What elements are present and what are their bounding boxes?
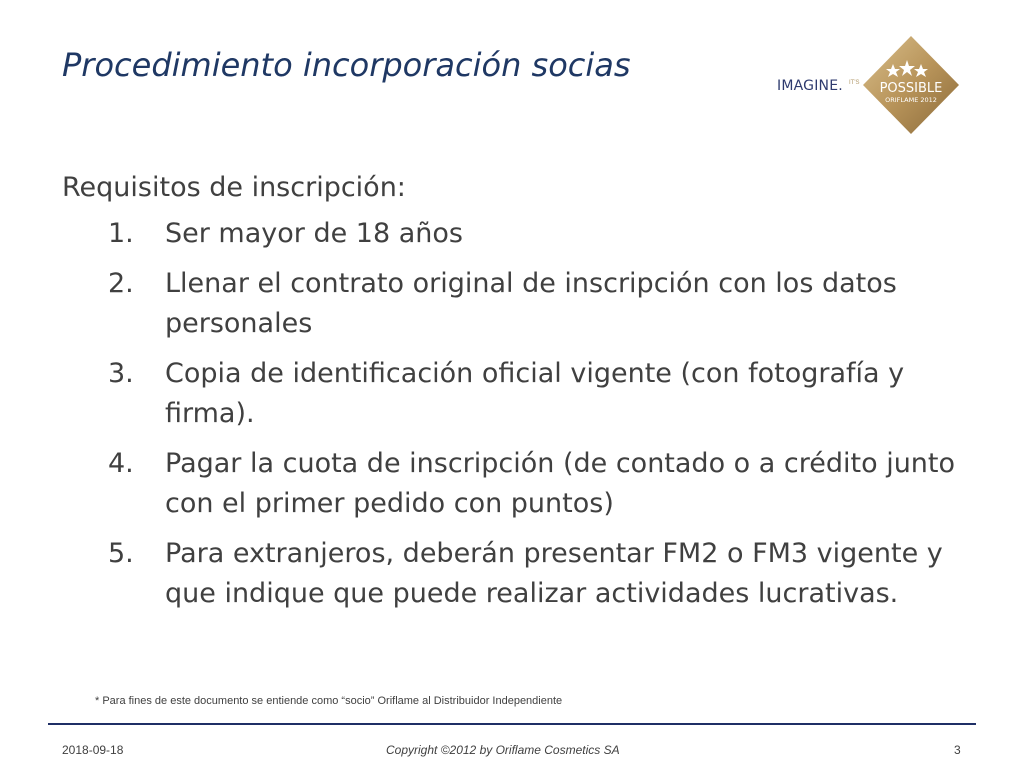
slide-title: Procedimiento incorporación socias xyxy=(62,46,631,84)
list-item-text: Para extranjeros, deberán presentar FM2 o FM3 vigente y que indique que puede realizar actividades lucrativas. xyxy=(165,538,943,609)
requirements-section xyxy=(62,168,962,624)
requirements-list xyxy=(62,214,962,614)
list-item xyxy=(62,214,962,254)
page-number: 3 xyxy=(954,743,961,757)
list-item-number: 2. xyxy=(108,268,134,299)
footer-divider xyxy=(48,723,976,725)
oriflame-logo xyxy=(775,36,960,136)
footer-copyright: Copyright ©2012 by Oriflame Cosmetics SA xyxy=(386,743,620,757)
list-item-text: Pagar la cuota de inscripción (de contado o a crédito junto con el primer pedido con puntos) xyxy=(165,448,956,519)
possible-diamond-emblem xyxy=(863,36,959,134)
logo-year-text: ORIFLAME 2012 xyxy=(885,96,937,104)
logo-possible-text: POSSIBLE xyxy=(879,81,943,96)
list-item-number: 4. xyxy=(108,448,134,479)
list-item-text: Copia de identificación oficial vigente (con fotografía y firma). xyxy=(165,358,905,429)
logo-its-text: IT'S xyxy=(849,80,860,86)
list-item xyxy=(62,264,962,344)
list-item-number: 5. xyxy=(108,538,134,569)
list-item xyxy=(62,354,962,434)
footer-date: 2018-09-18 xyxy=(62,743,124,757)
list-item-text: Llenar el contrato original de inscripción con los datos personales xyxy=(165,268,897,339)
requirements-heading: Requisitos de inscripción: xyxy=(62,172,406,203)
list-item-number: 3. xyxy=(108,358,134,389)
list-item-number: 1. xyxy=(108,218,134,249)
list-item xyxy=(62,534,962,614)
list-item xyxy=(62,444,962,524)
list-item-text: Ser mayor de 18 años xyxy=(165,218,463,249)
footnote: * Para fines de este documento se entiende como “socio” Oriflame al Distribuidor Independiente xyxy=(95,695,563,707)
logo-imagine-text: IMAGINE. xyxy=(777,78,843,94)
